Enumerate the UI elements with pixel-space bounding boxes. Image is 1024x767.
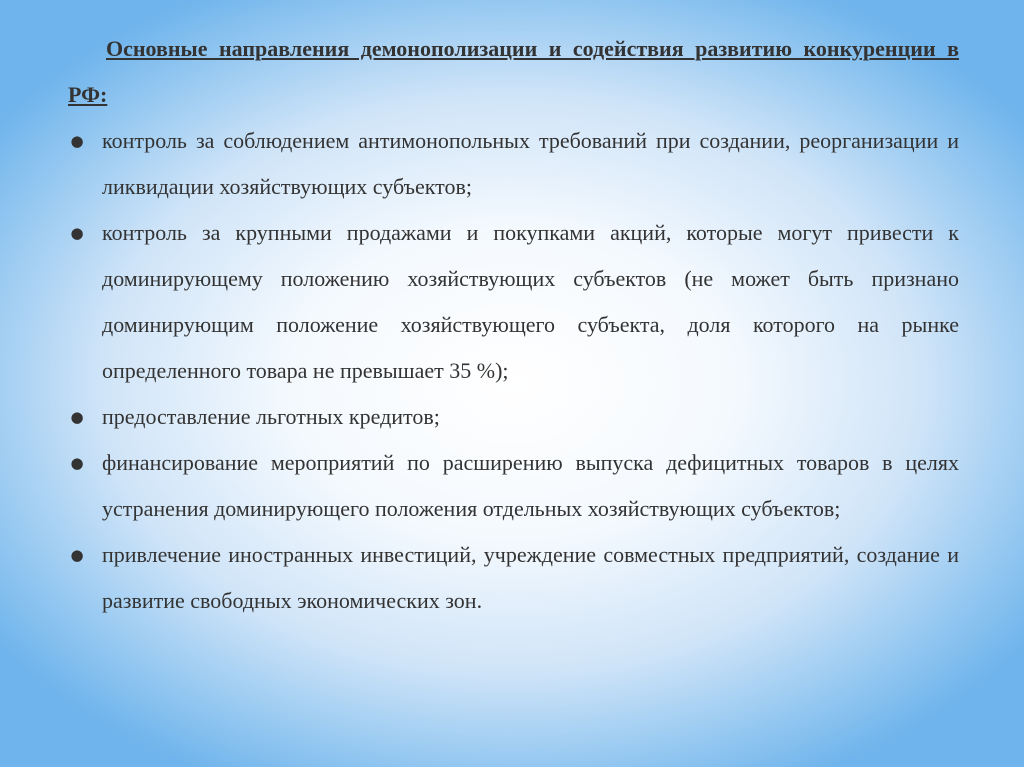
list-item-text: предоставление льготных кредитов; xyxy=(102,404,440,429)
bullet-icon: ● xyxy=(70,408,84,426)
list-item-text: контроль за соблюдением антимонопольных требований при создании, реорганизации и ликвидации хозяйствующих субъектов; xyxy=(102,128,959,199)
list-item-text: финансирование мероприятий по расширению выпуска дефицитных товаров в целях устранения доминирующего положения отдельных хозяйствующих субъектов; xyxy=(102,450,959,521)
list-item xyxy=(68,440,959,532)
list-item xyxy=(68,210,959,394)
list-item-text: привлечение иностранных инвестиций, учреждение совместных предприятий, создание и развитие свободных экономических зон. xyxy=(102,542,959,613)
list-item xyxy=(68,394,959,440)
bullet-list xyxy=(68,118,959,624)
bullet-icon: ● xyxy=(70,546,84,564)
slide-content xyxy=(68,26,959,746)
list-item xyxy=(68,532,959,624)
slide-heading: Основные направления демонополизации и содействия развитию конкуренции в РФ: xyxy=(68,36,959,107)
bullet-icon: ● xyxy=(70,224,84,242)
bullet-icon: ● xyxy=(70,454,84,472)
list-item xyxy=(68,118,959,210)
bullet-icon: ● xyxy=(70,132,84,150)
list-item-text: контроль за крупными продажами и покупками акций, которые могут привести к доминирующему положению хозяйствующих субъектов (не может быть признано доминирующим положение хозяйствующего субъекта, доля которого на рынке определенного товара не превышает 35 %); xyxy=(102,220,959,383)
